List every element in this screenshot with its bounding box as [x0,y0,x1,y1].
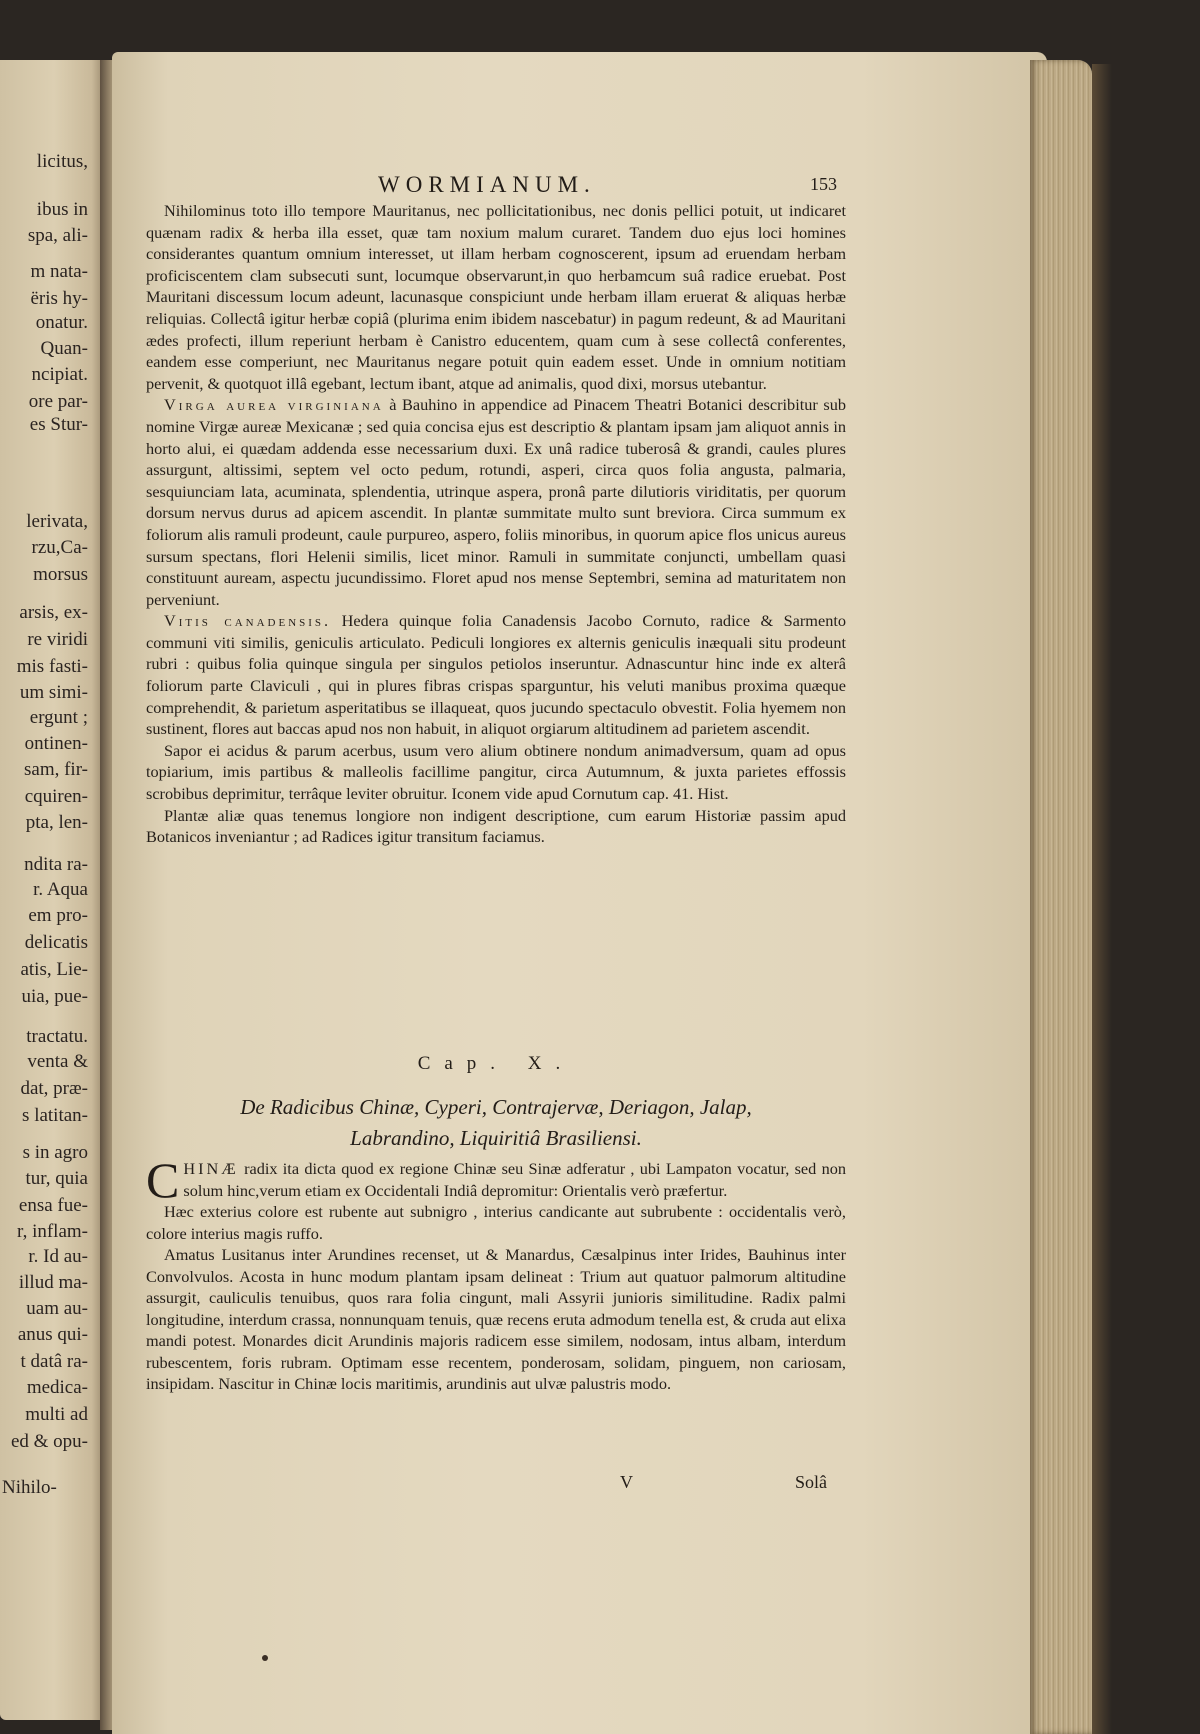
left-page-fragment: Nihilo- [2,1477,57,1498]
left-page-fragment: m nata- [30,261,88,282]
left-page-fragment: onatur. [35,312,88,333]
chinae-text: radix ita dicta quod ex regione Chinæ seu Sinæ adferatur , ubi Lampaton vocatur, sed non solum hinc,verum etiam ex Occidentali Indiâ depromitur: Orientalis verò præfertur. [183,1159,846,1200]
paragraph-exterius: Hæc exterius colore est rubente aut subnigro , interius candicante aut subrubente : occidentalis verò, colore interius magis ruffo. [146,1202,846,1243]
left-page-fragment: multi ad [25,1404,88,1425]
left-page-fragment: lerivata, [26,511,88,532]
left-page-fragment: venta & [27,1051,88,1072]
binding-shadow [1092,64,1112,1734]
left-page-fragment: uia, pue- [21,986,88,1007]
left-page-fragment: ndita ra- [24,854,88,875]
left-page-fragment: ore par- [28,391,88,412]
paragraph-mauritanus: Nihilominus toto illo tempore Mauritanus, nec pollicitationibus, nec donis pellici potuit, ut indicaret quænam radix & herba illa esset, quæ tam noxium malum curaret. Tandem duo ejus loci homines considerantes quantum omnium interesset, ut illam herbam cognoscerent, ipsum ad eruendam herbam proficiscentem clam subsecuti sunt, locumque observarunt,in quo herbamcum suâ radice eruebat. Post Mauritani discessum locum adeunt, lacunasque conspiciunt unde herbam illam eruerat & aliquas herbæ reliquias. Collectâ igitur herbæ copiâ (plurima enim ibidem nascebatur) in pagum redeunt, & ad Mauritani ædes profecti, illum reperiunt herbam è Canistro educentem, quam cum à sese collectâ conferentes, eandem esse comperiunt, nec Mauritanus negare potuit quin eadem esset. Unde in omnium notitiam pervenit, & quotquot illâ egebant, lectum ibant, atque ad animalis, quod dixi, morsus utebantur. [146,201,846,393]
left-page-fragment: s latitan- [22,1105,88,1126]
left-page-fragment: arsis, ex- [19,602,88,623]
left-page-fragment: ed & opu- [10,1431,88,1452]
chapter-heading: Cap. X. [417,1053,575,1074]
paragraph-virga-aurea [146,394,846,610]
signature-mark: V [620,1472,633,1492]
left-page-fragment: cquiren- [24,786,88,807]
paragraph-amatus: Amatus Lusitanus inter Arundines recenset, ut & Manardus, Cæsalpinus inter Irides, Bauhinus inter Convolvulos. Acosta in hunc modum plantam ipsam delineat : Trium aut quatuor palmorum altitudine assurgit, cauliculis tenuibus, quos rara folia cingunt, mali Assyrii junioris similitudine. Radix palmi longitudine, interdum crassa, nonnunquam tenuis, quæ recens eruta admodum tenella est, & cruda aut elixa mandi potest. Monardes dicit Arundinis majoris radicem esse similem, nodosam, intus albam, interdum rubescentem, foris rubram. Optimam esse recentem, ponderosam, solidam, pinguem, non cariosam, insipidam. Nascitur in Chinæ locis maritimis, arundinis aut ulvæ palustris modo. [146,1245,846,1393]
left-page-fragment: anus qui- [17,1324,88,1345]
left-page-fragment: tractatu. [26,1026,88,1047]
left-page-fragment: morsus [33,564,88,585]
left-page-fragment: ontinen- [24,733,88,754]
left-page-fragment: ibus in [36,199,88,220]
catchword: Solâ [795,1472,828,1492]
paragraph-sapor: Sapor ei acidus & parum acerbus, usum vero alium obtinere nondum animadversum, quam ad opus topiarium, imis partibus & malleolis facillime pangitur, circa Autumnum, & juxta parietes effossis scrobibus deprimitur, terrâque leviter obruitur. Iconem vide apud Cornutum cap. 41. Hist. [146,740,846,804]
page-block-edge [1030,60,1092,1734]
left-page-fragment: re viridi [27,629,88,650]
left-page-fragment: licitus, [36,151,88,172]
left-page-fragment: s in agro [22,1142,88,1163]
chapter-subtitle [146,1092,846,1154]
left-page-fragment: r, inflam- [17,1221,88,1242]
drop-cap: C [146,1152,180,1208]
subtitle-line-2: Labrandino, Liquiritiâ Brasiliensi. [350,1126,642,1150]
paragraph-plantae: Plantæ aliæ quas tenemus longiore non indigent descriptione, cum earum Historiæ passim apud Botanicos inveniantur ; ad Radices igitur transitum faciamus. [146,805,846,847]
left-page-fragment: ëris hy- [30,288,88,309]
china-lead: HINÆ [183,1159,239,1178]
virga-text: à Bauhino in appendice ad Pinacem Theatri Botanici describitur sub nomine Virgæ aureæ Mexicanæ ; sed quia concisa ejus est descriptio & plantam ipsam jam aliquot annis in horto alui, ei quædam addenda esse necessarium duxi. Ex unâ radice tuberosâ & grandi, caules plures assurgunt, altissimi, septem vel octo pedum, rotundi, asperi, circa quos folia angusta, palmaria, sesquiunciam lata, acuminata, splendentia, utrinque aspera, pronâ parte dilutioris viriditatis, per quorum dorsum nervus durus ad apicem ascendit. In plantæ summitate multo sunt breviora. Circa summum ex foliorum alis ramuli prodeunt, caule purpureo, aspero, foliis minoribus, in quorum apice flos unicus aureus sursum spectans, flori Helenii similis, licet minor. Ramuli in summitate conjuncti, umbellam quasi constituunt auream, aspectu jucundissimo. Floret apud nos mense Septembri, semina ad maturitatem non perveniunt. [146,395,846,609]
left-page-fragment: medica- [26,1377,88,1398]
left-page-fragment: pta, len- [25,812,88,833]
left-page-fragment: spa, ali- [27,225,88,246]
page-number: 153 [810,174,837,194]
left-page-fragment: ergunt ; [29,707,88,728]
left-page-fragment: r. Id au- [28,1246,88,1267]
left-page-fragment: atis, Lie- [20,959,88,980]
left-page-fragment: delicatis [24,932,88,953]
subtitle-line-1: De Radicibus Chinæ, Cyperi, Contrajervæ, Deriagon, Jalap, [240,1095,752,1119]
lead-virga: Virga aurea virginiana [164,395,384,415]
chapter-text [146,1152,846,1395]
left-page-fragment: um simi- [19,682,88,703]
left-page-fragment: Quan- [40,338,88,359]
left-page-fragment: t datâ ra- [20,1351,88,1372]
ink-spot [262,1655,268,1661]
left-page-fragment: mis fasti- [16,656,88,677]
lead-vitis: Vitis canadensis. [164,611,332,631]
left-page [0,60,108,1720]
left-page-fragment: ncipiat. [31,364,88,385]
left-page-fragment: tur, quia [25,1168,88,1189]
paragraph-vitis [146,610,846,740]
left-page-fragment: illud ma- [18,1272,88,1293]
left-page-fragment: em pro- [28,905,88,926]
left-page-fragment: uam au- [26,1298,88,1319]
left-page-fragment: rzu,Ca- [31,537,88,558]
running-head: WORMIANUM. [378,172,596,197]
main-text [146,200,846,848]
paragraph-chinae [146,1152,846,1208]
left-page-fragment: es Stur- [29,414,88,435]
left-page-fragment: dat, præ- [20,1078,88,1099]
left-page-fragment: ensa fue- [18,1195,88,1216]
vitis-text: Hedera quinque folia Canadensis Jacobo Cornuto, radice & Sarmento communi viti similis, geniculis articulato. Pediculi longiores ex alternis geniculis inæquali situ prodeunt rubri : quibus folia quinque singula per singulos petiolos inseruntur. Adnascuntur hinc inde ex alterâ foliorum parte Claviculi , qui in plures fibras crispas sparguntur, his veluti manibus proxima quæque comprehendit, & parietum asperitatibus se illaqueat, quos jucundo spectaculo obvestit. Folia hyemem non sustinent, flores aut baccas apud nos non habuit, in aliquot orgiarum altitudinem ad parietem ascendit. [146,611,846,739]
left-page-fragment: r. Aqua [33,879,88,900]
left-page-fragment: sam, fir- [24,759,88,780]
